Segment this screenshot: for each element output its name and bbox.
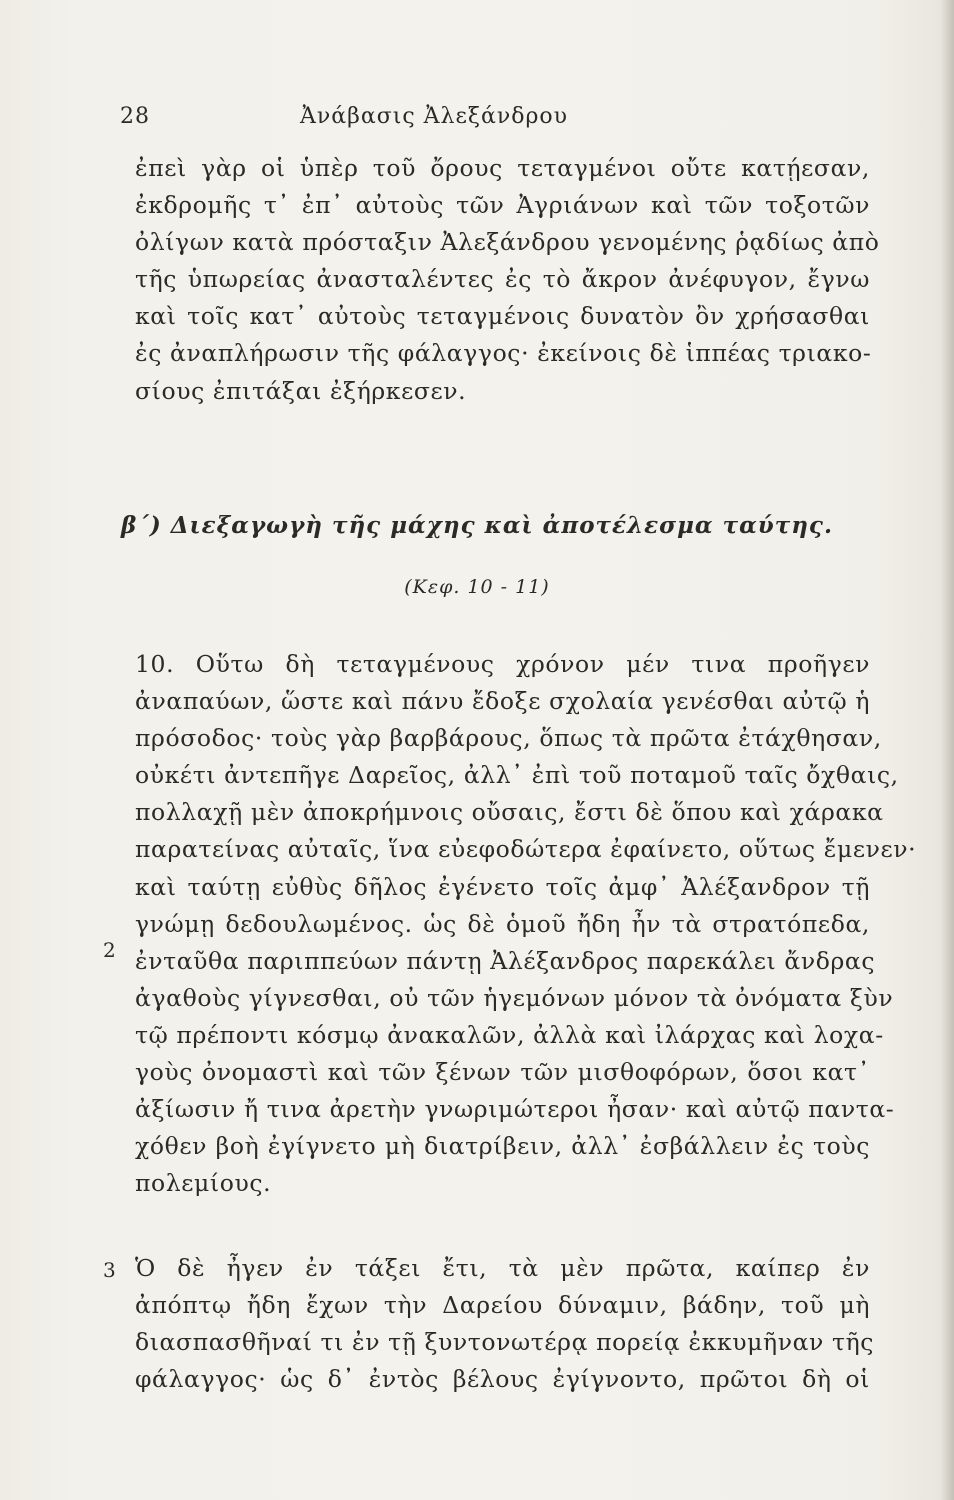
text-line: ὀλίγων κατὰ πρόσταξιν Ἀλεξάνδρου γενομένης ῥᾳδίως ἀπὸ (135, 228, 880, 257)
paragraph-2 (135, 646, 917, 1202)
text-line: τῷ πρέποντι κόσμῳ ἀνακαλῶν, ἀλλὰ καὶ ἰλάρχας καὶ λοχα- (135, 1020, 884, 1049)
text-line: οὐκέτι ἀντεπῆγε Δαρεῖος, ἀλλ᾽ ἐπὶ τοῦ ποταμοῦ ταῖς ὄχθαις, (135, 761, 899, 790)
page-number: 28 (120, 104, 150, 129)
text-line: ἀναπαύων, ὥστε καὶ πάνυ ἔδοξε σχολαία γενέσθαι αὐτῷ ἡ (135, 687, 870, 716)
text-line: ἀγαθοὺς γίγνεσθαι, οὐ τῶν ἡγεμόνων μόνον τὰ ὀνόματα ξὺν (135, 983, 894, 1012)
text-line: καὶ τοῖς κατ᾽ αὐτοὺς τεταγμένοις δυνατὸν ὂν χρήσασθαι (135, 302, 870, 331)
paragraph-3 (135, 1250, 875, 1398)
text-line: καὶ ταύτῃ εὐθὺς δῆλος ἐγένετο τοῖς ἀμφ᾽ Ἀλέξανδρον τῇ (135, 872, 870, 901)
text-line: σίους ἐπιτάξαι ἐξήρκεσεν. (135, 376, 467, 405)
text-line: ἐκδρομῆς τ᾽ ἐπ᾽ αὐτοὺς τῶν Ἀγριάνων καὶ τῶν τοξοτῶν (135, 191, 870, 220)
text-line: χόθεν βοὴ ἐγίγνετο μὴ διατρίβειν, ἀλλ᾽ ἐσβάλλειν ἐς τοὺς (135, 1132, 870, 1161)
text-line: ἐπεὶ γὰρ οἱ ὑπὲρ τοῦ ὄρους τεταγμένοι οὔτε κατῄεσαν, (135, 154, 870, 182)
running-title: Ἀνάβασις Ἀλεξάνδρου (300, 104, 569, 129)
text-line: γνώμῃ δεδουλωμένος. ὡς δὲ ὁμοῦ ἤδη ἦν τὰ στρατόπεδα, (135, 909, 870, 938)
text-line: πρόσοδος· τοὺς γὰρ βαρβάρους, ὅπως τὰ πρῶτα ἐτάχθησαν, (135, 724, 882, 753)
text-line: φάλαγγος· ὡς δ᾽ ἐντὸς βέλους ἐγίγνοντο, πρῶτοι δὴ οἱ (135, 1365, 870, 1394)
page-header (0, 100, 954, 140)
text-line: 10. Οὕτω δὴ τεταγμένους χρόνον μέν τινα προῆγεν (135, 650, 870, 678)
text-line: ἀπόπτῳ ἤδη ἔχων τὴν Δαρείου δύναμιν, βάδην, τοῦ μὴ (135, 1291, 870, 1320)
text-line: παρατείνας αὐταῖς, ἵνα εὐεφοδώτερα ἐφαίνετο, οὕτως ἔμενεν· (135, 835, 917, 864)
text-line: πολλαχῇ μὲν ἀποκρήμνοις οὔσαις, ἔστι δὲ ὅπου καὶ χάρακα (135, 798, 884, 827)
chapter-reference: (Κεφ. 10 - 11) (404, 576, 550, 598)
text-line: ἐνταῦθα παριππεύων πάντῃ Ἀλέξανδρος παρεκάλει ἄνδρας (135, 946, 876, 975)
text-line: ἐς ἀναπλήρωσιν τῆς φάλαγγος· ἐκείνοις δὲ ἱππέας τριακο- (135, 339, 872, 368)
text-line: τῆς ὑπωρείας ἀνασταλέντες ἐς τὸ ἄκρον ἀνέφυγον, ἔγνω (135, 265, 870, 294)
section-heading: β΄) Διεξαγωγὴ τῆς μάχης καὶ ἀποτέλεσμα ταύτης. (121, 512, 833, 539)
margin-section-number: 3 (103, 1258, 116, 1282)
text-line: πολεμίους. (135, 1169, 272, 1198)
text-line: ἀξίωσιν ἤ τινα ἀρετὴν γνωριμώτεροι ἦσαν· καὶ αὐτῷ παντα- (135, 1095, 895, 1124)
margin-section-number: 2 (103, 938, 116, 962)
page-edge-shadow (940, 0, 954, 1500)
paragraph-1 (135, 150, 880, 410)
text-line: Ὁ δὲ ἦγεν ἐν τάξει ἔτι, τὰ μὲν πρῶτα, καίπερ ἐν (135, 1254, 870, 1282)
text-line: διασπασθῆναί τι ἐν τῇ ξυντονωτέρᾳ πορείᾳ ἐκκυμῆναν τῆς (135, 1328, 875, 1357)
text-line: γοὺς ὀνομαστὶ καὶ τῶν ξένων τῶν μισθοφόρων, ὅσοι κατ᾽ (135, 1058, 870, 1087)
